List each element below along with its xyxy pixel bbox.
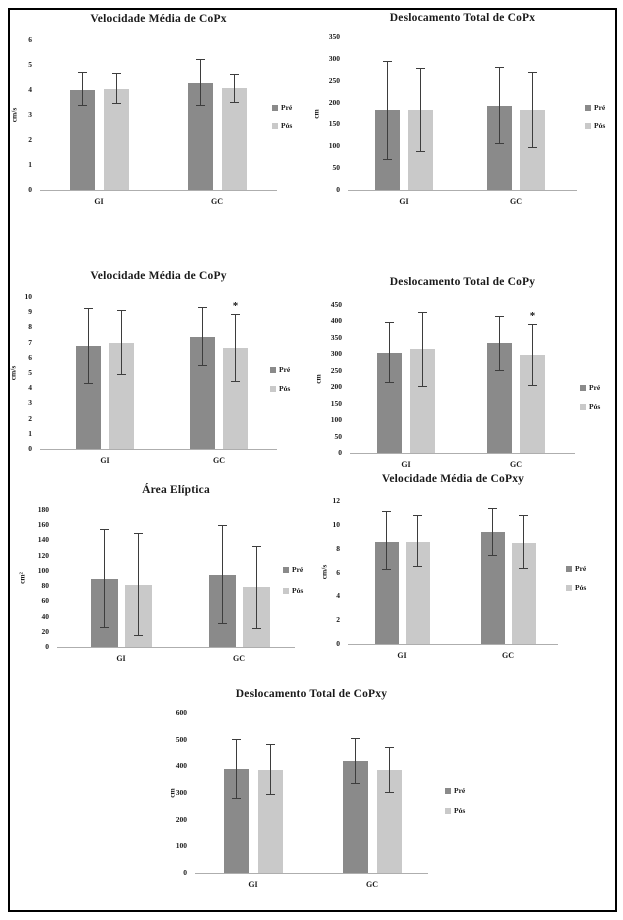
error-bar-cap (232, 739, 241, 740)
y-tick-label: 0 (336, 185, 340, 194)
error-bar-cap (351, 783, 360, 784)
y-tick-label: 8 (28, 322, 32, 332)
legend-label-pos: Pós (594, 121, 606, 130)
y-tick-label: 6 (28, 352, 32, 362)
x-category-label: GC (211, 197, 223, 206)
y-tick-label: 2 (336, 615, 340, 625)
y-tick-label: 200 (175, 814, 187, 824)
y-tick-label: 12 (332, 496, 340, 505)
x-category-label: GC (510, 197, 522, 206)
y-axis-unit-label: cm (313, 374, 323, 384)
y-tick-label: 0 (183, 868, 187, 877)
y-tick-label: 120 (37, 550, 49, 560)
y-tick-label: 1 (28, 428, 32, 438)
y-tick-label: 4 (28, 383, 32, 393)
y-tick-label: 0 (45, 642, 49, 651)
legend-label-pos: Pós (281, 121, 293, 130)
y-tick-label: 200 (328, 97, 340, 107)
y-tick-label: 0 (336, 639, 340, 648)
legend-swatch-pre (445, 788, 451, 794)
chart-title: Velocidade Média de CoPy (90, 270, 227, 282)
y-tick-label: 5 (28, 368, 32, 377)
y-tick-label: 10 (24, 292, 32, 301)
y-tick-label: 2 (28, 413, 32, 423)
chart-title: Velocidade Média de CoPx (90, 13, 227, 25)
y-tick-label: 180 (37, 505, 49, 514)
error-bar-cap (385, 747, 394, 748)
x-axis-line (195, 873, 428, 874)
legend-label-pre: Pré (292, 565, 304, 574)
y-tick-label: 9 (28, 307, 32, 317)
y-tick-label: 3 (28, 398, 32, 408)
y-tick-label: 300 (175, 788, 187, 797)
y-tick-label: 10 (332, 519, 340, 529)
y-tick-label: 140 (37, 535, 49, 545)
y-tick-label: 400 (330, 316, 342, 326)
y-tick-label: 100 (37, 565, 49, 575)
y-axis-unit-label: cm² (17, 572, 27, 584)
y-tick-label: 0 (338, 448, 342, 457)
legend-item-pre (445, 787, 465, 794)
y-tick-label: 50 (334, 431, 342, 441)
y-tick-label: 60 (41, 596, 49, 606)
y-axis-unit-label: cm/s (8, 365, 18, 381)
y-tick-label: 500 (175, 734, 187, 744)
legend-label-pre: Pré (454, 786, 466, 795)
y-tick-label: 0 (28, 444, 32, 453)
y-tick-label: 20 (41, 626, 49, 636)
significance-asterisk: * (232, 300, 239, 313)
y-tick-label: 250 (330, 365, 342, 375)
y-tick-label: 80 (41, 581, 49, 591)
y-axis-unit-label: cm (167, 788, 177, 798)
chart-title: Deslocamento Total de CoPx (389, 12, 536, 24)
legend-label-pos: Pós (589, 402, 601, 411)
error-bar-pos-gi (266, 744, 275, 795)
error-bar-line (389, 747, 390, 793)
x-category-label: GI (94, 197, 104, 206)
error-bar-cap (266, 794, 275, 795)
y-tick-label: 450 (330, 300, 342, 309)
legend-label-pos: Pós (279, 384, 291, 393)
y-tick-label: 250 (328, 75, 340, 85)
y-tick-label: 300 (330, 349, 342, 359)
y-tick-label: 160 (37, 520, 49, 530)
y-tick-label: 350 (330, 332, 342, 342)
legend-label-pre: Pré (281, 103, 293, 112)
y-tick-label: 4 (28, 85, 32, 94)
error-bar-pos-gc (385, 747, 394, 793)
legend-item-pos (445, 807, 465, 814)
y-axis-unit-label: cm (311, 109, 321, 119)
error-bar-cap (385, 792, 394, 793)
y-tick-label: 200 (330, 382, 342, 392)
x-category-label: GI (397, 651, 407, 660)
x-category-label: GI (401, 460, 411, 469)
y-tick-label: 150 (330, 398, 342, 408)
y-tick-label: 40 (41, 611, 49, 621)
x-category-label: GC (510, 460, 522, 469)
y-tick-label: 6 (28, 35, 32, 44)
y-tick-label: 50 (332, 163, 340, 173)
y-tick-label: 0 (28, 185, 32, 194)
y-tick-label: 100 (175, 841, 187, 851)
x-category-label: GC (233, 654, 245, 663)
x-category-label: GC (502, 651, 514, 660)
y-tick-label: 100 (330, 415, 342, 425)
error-bar-line (236, 739, 237, 799)
legend-label-pre: Pré (589, 383, 601, 392)
error-bar-cap (232, 798, 241, 799)
legend-label-pos: Pós (454, 806, 466, 815)
y-tick-label: 400 (175, 761, 187, 771)
legend-label-pos: Pós (575, 583, 587, 592)
y-tick-label: 1 (28, 160, 32, 169)
legend-swatch-pos (445, 808, 451, 814)
y-tick-label: 150 (328, 119, 340, 129)
error-bar-cap (351, 738, 360, 739)
y-tick-label: 350 (328, 32, 340, 41)
y-tick-label: 5 (28, 60, 32, 69)
error-bar-cap (266, 744, 275, 745)
chart-title: Área Elíptica (142, 484, 210, 496)
y-tick-label: 4 (336, 591, 340, 601)
significance-asterisk: * (529, 309, 536, 322)
y-axis-unit-label: cm/s (9, 107, 19, 123)
x-category-label: GC (366, 880, 378, 889)
y-tick-label: 300 (328, 53, 340, 63)
y-tick-label: 100 (328, 141, 340, 151)
y-tick-label: 2 (28, 135, 32, 144)
y-tick-label: 6 (336, 567, 340, 577)
y-tick-label: 600 (175, 708, 187, 717)
x-category-label: GI (248, 880, 258, 889)
x-category-label: GI (116, 654, 126, 663)
error-bar-pre-gc (351, 738, 360, 785)
legend-label-pre: Pré (575, 564, 587, 573)
legend-label-pre: Pré (279, 365, 291, 374)
x-category-label: GC (213, 456, 225, 465)
legend-label-pre: Pré (594, 103, 606, 112)
y-tick-label: 8 (336, 543, 340, 553)
chart-title: Velocidade Média de CoPxy (381, 473, 525, 485)
x-category-label: GI (100, 456, 110, 465)
y-axis-unit-label: cm/s (319, 564, 329, 580)
error-bar-line (270, 744, 271, 795)
error-bar-pre-gi (232, 739, 241, 799)
y-tick-label: 7 (28, 337, 32, 347)
legend-label-pos: Pós (292, 586, 304, 595)
chart-title: Deslocamento Total de CoPy (389, 276, 536, 288)
chart-title: Deslocamento Total de CoPxy (235, 688, 388, 700)
x-category-label: GI (399, 197, 409, 206)
y-tick-label: 3 (28, 110, 32, 119)
error-bar-line (355, 738, 356, 785)
